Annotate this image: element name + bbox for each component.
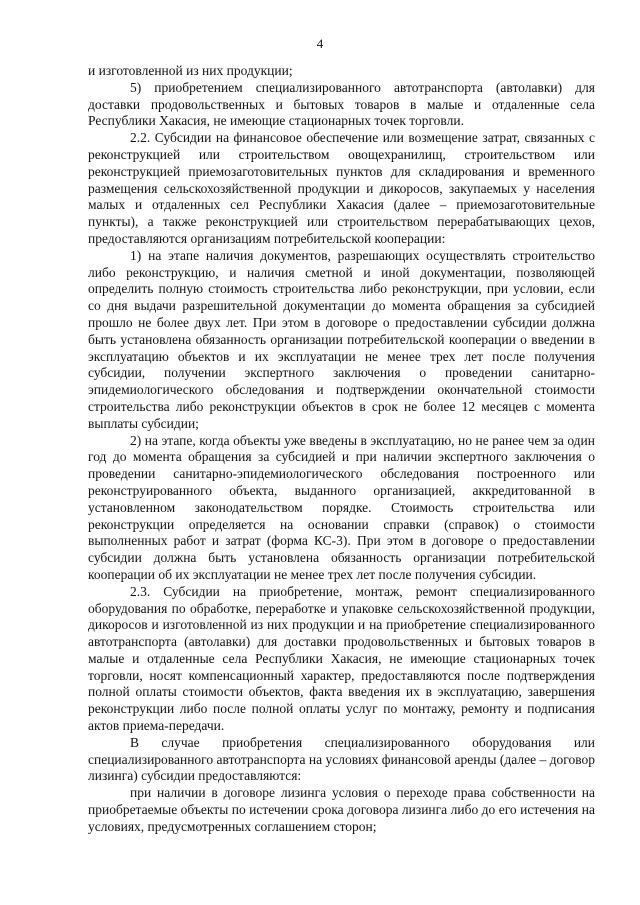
page-number: 4 <box>316 36 324 51</box>
paragraph-item-2: 2) на этапе, когда объекты уже введены в эксплуатацию, но не ранее чем за один год до момента обращения за субсидией и при наличии экспертного заключения о проведении санитарно-эпидемиологического обследования построенного или реконструированного объекта, выданного организацией, аккредитованной в установленном законодательством порядке. Стоимость строительства или реконструкции определяется на основании справки (справок) о стоимости выполненных работ и затрат (форма КС-3). При этом в договоре о предоставлении субсидии должна быть установлена обязанность организации потребительской кооперации об их эксплуатации не менее трех лет после получения субсидии. <box>88 432 595 582</box>
paragraph-section-2-2: 2.2. Субсидии на финансовое обеспечение или возмещение затрат, связанных с реконструкцией или строительством овощехранилищ, строительством или реконструкцией приемозаготовительных пунктов для складирования и временного размещения сельскохозяйственной продукции и дикоросов, закупаемых у населения малых и отдаленных сел Республики Хакасия (далее – приемозаготовительные пункты), а также реконструкцией или строительством перерабатывающих цехов, предоставляются организациям потребительской кооперации: <box>88 130 595 246</box>
paragraph-continuation: и изготовленной из них продукции; <box>88 63 293 78</box>
paragraph-item-5: 5) приобретением специализированного автотранспорта (автолавки) для доставки продовольственных и бытовых товаров в малые и отдаленные села Республики Хакасия, не имеющие стационарных точек торговли. <box>88 79 595 129</box>
paragraph-leasing-condition: при наличии в договоре лизинга условия о переходе права собственности на приобретаемые объекты по истечении срока договора лизинга либо до его истечения на условиях, предусмотренных соглашением сторон; <box>88 785 595 834</box>
paragraph-item-1: 1) на этапе наличия документов, разрешающих осуществлять строительство либо реконструкцию, и наличия сметной и иной документации, позволяющей определить полную стоимость строительства либо реконструкции, при условии, если со дня выдачи разрешительной документации до момента обращения за субсидией прошло не более двух лет. При этом в договоре о предоставлении субсидии должна быть установлена обязанность организации потребительской кооперации о введении в эксплуатацию объектов и их эксплуатации не менее трех лет после получения субсидии, получении экспертного заключения о проведении санитарно-эпидемиологического обследования и подтверждении окончательной стоимости строительства либо реконструкции объектов в срок не более 12 месяцев с момента выплаты субсидии; <box>88 247 595 431</box>
paragraph-section-2-3: 2.3. Субсидии на приобретение, монтаж, ремонт специализированного оборудования по обработке, переработке и упаковке сельскохозяйственной продукции, дикоросов и изготовленной из них продукции и на приобретение специализированного автотранспорта (автолавки) для доставки продовольственных и бытовых товаров в малые и отдаленные села Республики Хакасия, не имеющие стационарных точек торговли, носят компенсационный характер, предоставляются после подтверждения полной оплаты стоимости объектов, факта введения их в эксплуатацию, завершения реконструкции либо после полной оплаты услуг по монтажу, ремонту и подписания актов приема-передачи. <box>88 583 595 734</box>
document-body <box>88 63 595 836</box>
paragraph-leasing-case: В случае приобретения специализированного оборудования или специализированного автотранспорта на условиях финансовой аренды (далее – договор лизинга) субсидии предоставляются: <box>88 734 595 784</box>
